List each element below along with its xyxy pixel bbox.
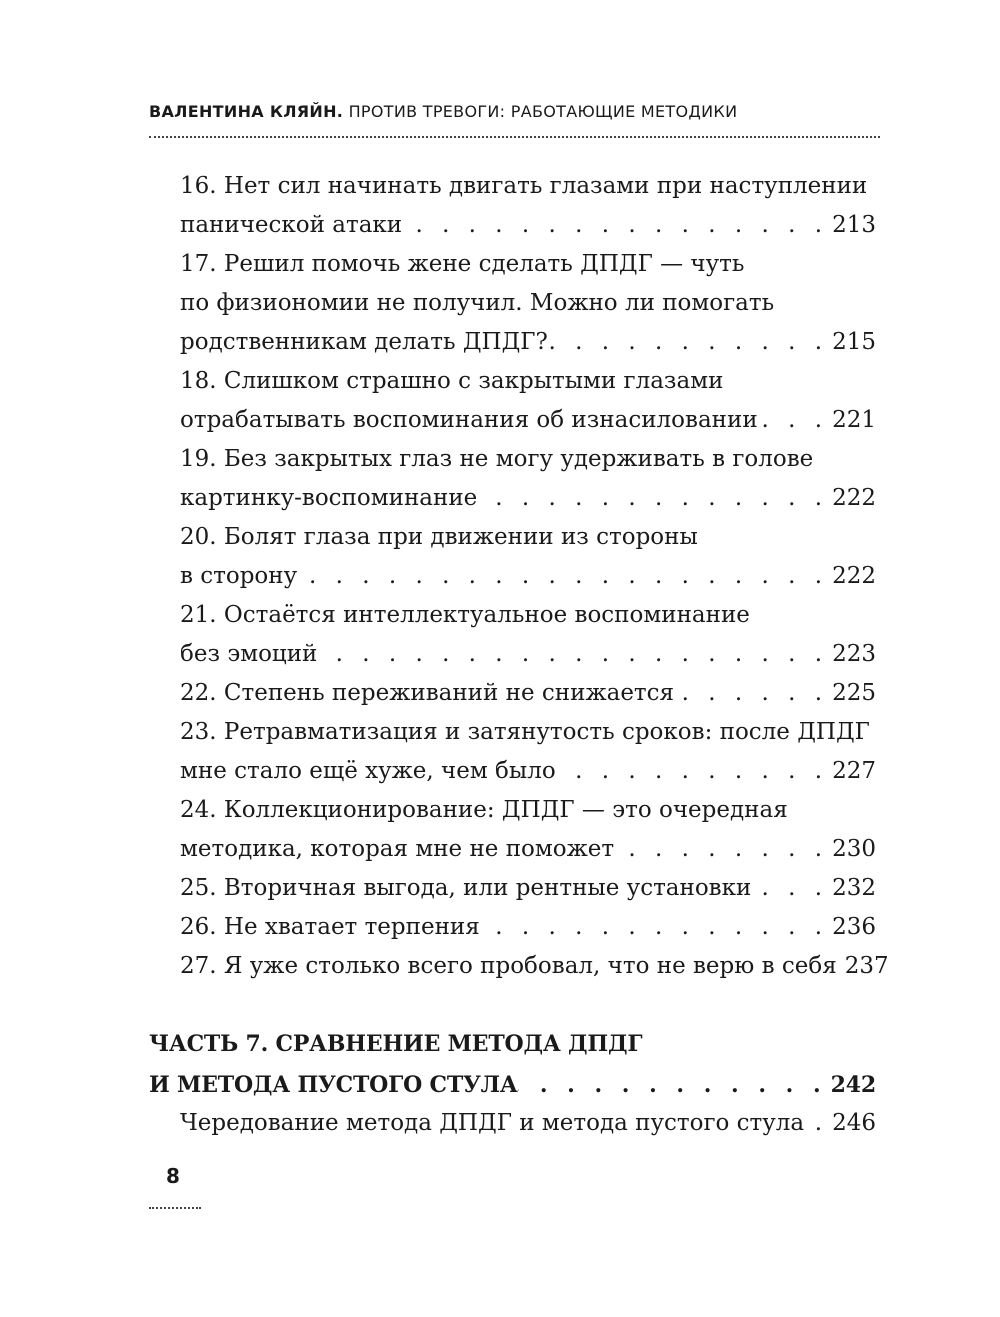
dot-leader (402, 206, 832, 245)
dot-leader (297, 557, 832, 596)
toc-page-number: 230 (832, 836, 876, 862)
dot-leader (751, 869, 832, 908)
toc-entry-text: 18. Слишком страшно с закрытыми глазами (180, 368, 724, 394)
toc-entry-text: 27. Я уже столько всего пробовал, что не верю в себя (180, 953, 837, 979)
dot-leader (674, 674, 832, 713)
toc-entry-20[interactable] (180, 518, 876, 596)
toc-entry-24[interactable] (180, 791, 876, 869)
toc-page-number: 213 (832, 212, 876, 238)
toc-entry-27[interactable] (180, 947, 889, 986)
toc-entry-text: 24. Коллекционирование: ДПДГ — это очередная (180, 797, 788, 823)
toc-entry-text: 26. Не хватает терпения (180, 914, 480, 940)
toc-entry-text: отрабатывать воспоминания об изнасиловании (180, 407, 758, 433)
toc-page-number: 222 (832, 563, 876, 589)
toc-page-number: 237 (844, 953, 889, 979)
toc-entry-17[interactable] (180, 245, 876, 362)
toc-entry-21[interactable] (180, 596, 876, 674)
toc-page-number: 223 (832, 641, 876, 667)
toc-entry-text: панической атаки (180, 212, 403, 238)
toc-page-number: 215 (832, 329, 876, 355)
part-page-number: 242 (830, 1072, 876, 1098)
dot-leader (477, 479, 832, 518)
header-dotted-rule (149, 136, 880, 138)
toc-entry-alternation[interactable] (180, 1104, 876, 1143)
toc-entry-25[interactable] (180, 869, 876, 908)
toc-page-number: 225 (832, 680, 876, 706)
toc-page-number: 227 (832, 758, 876, 784)
toc-entry-text: 23. Ретравматизация и затянутость сроков: после ДПДГ (180, 719, 870, 745)
dot-leader (804, 1104, 832, 1143)
toc-page-number: 222 (832, 485, 876, 511)
toc-entry-text: без эмоций (180, 641, 318, 667)
toc-entry-text: по физиономии не получил. Можно ли помогать (180, 290, 775, 316)
toc-entry-text: в сторону (180, 563, 298, 589)
page-number: 8 (166, 1164, 180, 1188)
running-head-book-title: ПРОТИВ ТРЕВОГИ: РАБОТАЮЩИЕ МЕТОДИКИ (348, 102, 738, 121)
footer-dotted-rule (149, 1207, 201, 1209)
toc-entry-26[interactable] (180, 908, 876, 947)
dot-leader (614, 830, 832, 869)
running-head-author: ВАЛЕНТИНА КЛЯЙН. (149, 102, 344, 121)
toc-entry-text: родственникам делать ДПДГ? (180, 329, 548, 355)
toc-entry-text: 25. Вторичная выгода, или рентные установки (180, 875, 752, 901)
dot-leader (837, 947, 845, 986)
running-head (149, 102, 880, 121)
dot-leader (556, 752, 832, 791)
toc-entry-text: 17. Решил помочь жене сделать ДПДГ — чуть (180, 251, 745, 277)
toc-entry-18[interactable] (180, 362, 876, 440)
dot-leader (317, 635, 832, 674)
toc-entry-text: картинку-воспоминание (180, 485, 478, 511)
toc-page-number: 236 (832, 914, 876, 940)
toc-entry-22[interactable] (180, 674, 876, 713)
part-title-line: ЧАСТЬ 7. СРАВНЕНИЕ МЕТОДА ДПДГ (149, 1031, 643, 1057)
toc-page-number: 246 (832, 1110, 876, 1136)
toc-page-number: 232 (832, 875, 876, 901)
dot-leader (548, 323, 832, 362)
part-title-line: И МЕТОДА ПУСТОГО СТУЛА (149, 1072, 518, 1098)
toc-entry-text: 16. Нет сил начинать двигать глазами при наступлении (180, 173, 868, 199)
toc-part-7[interactable] (149, 1024, 876, 1106)
toc-entry-text: Чередование метода ДПДГ и метода пустого стула (180, 1110, 805, 1136)
toc-entry-text: 19. Без закрытых глаз не могу удерживать в голове (180, 446, 814, 472)
toc-entry-19[interactable] (180, 440, 876, 518)
dot-leader (518, 1065, 831, 1106)
toc-entry-text: мне стало ещё хуже, чем было (180, 758, 556, 784)
dot-leader (758, 401, 832, 440)
toc-entry-16[interactable] (180, 167, 876, 245)
toc-page-number: 221 (832, 407, 876, 433)
toc-entry-text: 22. Степень переживаний не снижается (180, 680, 675, 706)
toc-entry-text: 20. Болят глаза при движении из стороны (180, 524, 698, 550)
toc-entry-23[interactable] (180, 713, 876, 791)
toc-entry-text: методика, которая мне не поможет (180, 836, 615, 862)
toc-entry-text: 21. Остаётся интеллектуальное воспоминание (180, 602, 750, 628)
dot-leader (480, 908, 832, 947)
